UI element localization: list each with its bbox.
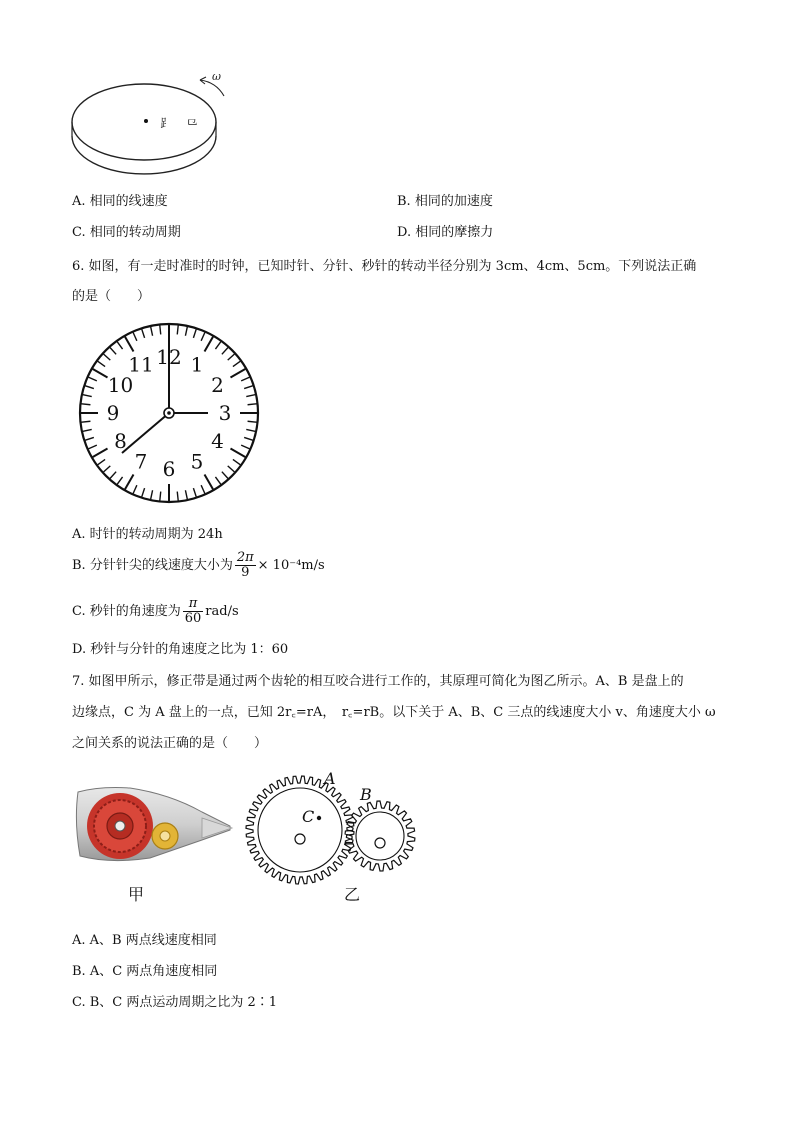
q6-stem-line1: 6. 如图，有一走时准时的时钟，已知时针、分针、秒针的转动半径分别为 3cm、4cm、5cm。下列说法正确: [72, 259, 697, 274]
clock-figure: [76, 320, 262, 506]
label-jia: 甲: [128, 885, 145, 904]
q6-option-b-fraction: [235, 551, 256, 580]
clock-tick: [248, 404, 257, 405]
clock-number: 6: [162, 457, 176, 481]
clock-number: 7: [134, 449, 148, 474]
fraction-numerator: 2π: [236, 550, 254, 565]
q5-option-d: D. 相同的摩擦力: [397, 225, 494, 240]
clock-number: 1: [190, 352, 204, 377]
label-yi: 乙: [344, 885, 361, 904]
label-c: C: [302, 807, 315, 826]
fraction-denominator: 60: [184, 611, 202, 626]
q6-option-a: A. 时针的转动周期为 24h: [72, 527, 223, 542]
clock-tick: [81, 421, 90, 422]
svg-text:⺋: ⺋: [186, 116, 199, 130]
gear-a: [246, 776, 354, 884]
q6-stem-line2: 的是（ ）: [72, 289, 151, 304]
clock-tick: [160, 492, 161, 501]
q7-option-a: A. A、B 两点线速度相同: [72, 933, 217, 948]
q6-option-c-suffix: rad/s: [205, 604, 239, 619]
clock-tick: [177, 492, 178, 501]
clock-number: 8: [114, 429, 127, 453]
clock-number: 4: [211, 429, 224, 453]
q7-stem-line1: 7. 如图甲所示，修正带是通过两个齿轮的相互咬合进行工作的，其原理可简化为图乙所示。A、B 是盘上的: [72, 674, 684, 689]
clock-tick: [160, 325, 161, 334]
omega-label: ω: [212, 70, 221, 83]
q7-stem-line2: 边缘点，C 为 A 盘上的一点，已知 2r꜀=rA， r꜀=rB。以下关于 A、B、C 三点的线速度大小 v、角速度大小 ω: [72, 705, 716, 720]
q7-option-c: C. B、C 两点运动周期之比为 2∶1: [72, 995, 278, 1010]
q6-option-c-fraction: [183, 597, 204, 626]
q6-option-c-prefix: C. 秒针的角速度为: [72, 604, 181, 619]
clock-number: 3: [218, 401, 232, 425]
clock-number: 12: [156, 345, 182, 369]
clock-tick: [248, 421, 257, 422]
clock-tick: [81, 404, 90, 405]
label-a: A: [324, 769, 336, 788]
clock-number: 9: [106, 401, 120, 425]
clock-number: 10: [107, 373, 134, 397]
clock-number: 2: [211, 373, 224, 397]
fraction-denominator: 9: [241, 565, 250, 580]
clock-number: 5: [190, 449, 204, 474]
q7-stem-line3: 之间关系的说法正确的是（ ）: [72, 736, 268, 751]
q6-option-b-suffix: × 10⁻⁴m/s: [257, 558, 325, 573]
clock-tick: [177, 325, 178, 334]
clock-number: 11: [128, 352, 154, 377]
q5-option-b: B. 相同的加速度: [397, 194, 493, 209]
q5-option-c: C. 相同的转动周期: [72, 225, 181, 240]
label-b: B: [360, 785, 372, 804]
q6-option-b: [72, 551, 325, 580]
q5-option-a: A. 相同的线速度: [72, 194, 168, 209]
q6-option-b-prefix: B. 分针针尖的线速度大小为: [72, 558, 233, 573]
q6-option-c: [72, 597, 239, 626]
correction-tape-photo: [70, 782, 235, 867]
fraction-numerator: π: [183, 597, 204, 612]
q6-option-d: D. 秒针与分针的角速度之比为 1：60: [72, 642, 289, 657]
q7-option-b: B. A、C 两点角速度相同: [72, 964, 218, 979]
svg-text:⻊: ⻊: [160, 116, 173, 130]
rotating-disc-figure: [66, 66, 236, 176]
